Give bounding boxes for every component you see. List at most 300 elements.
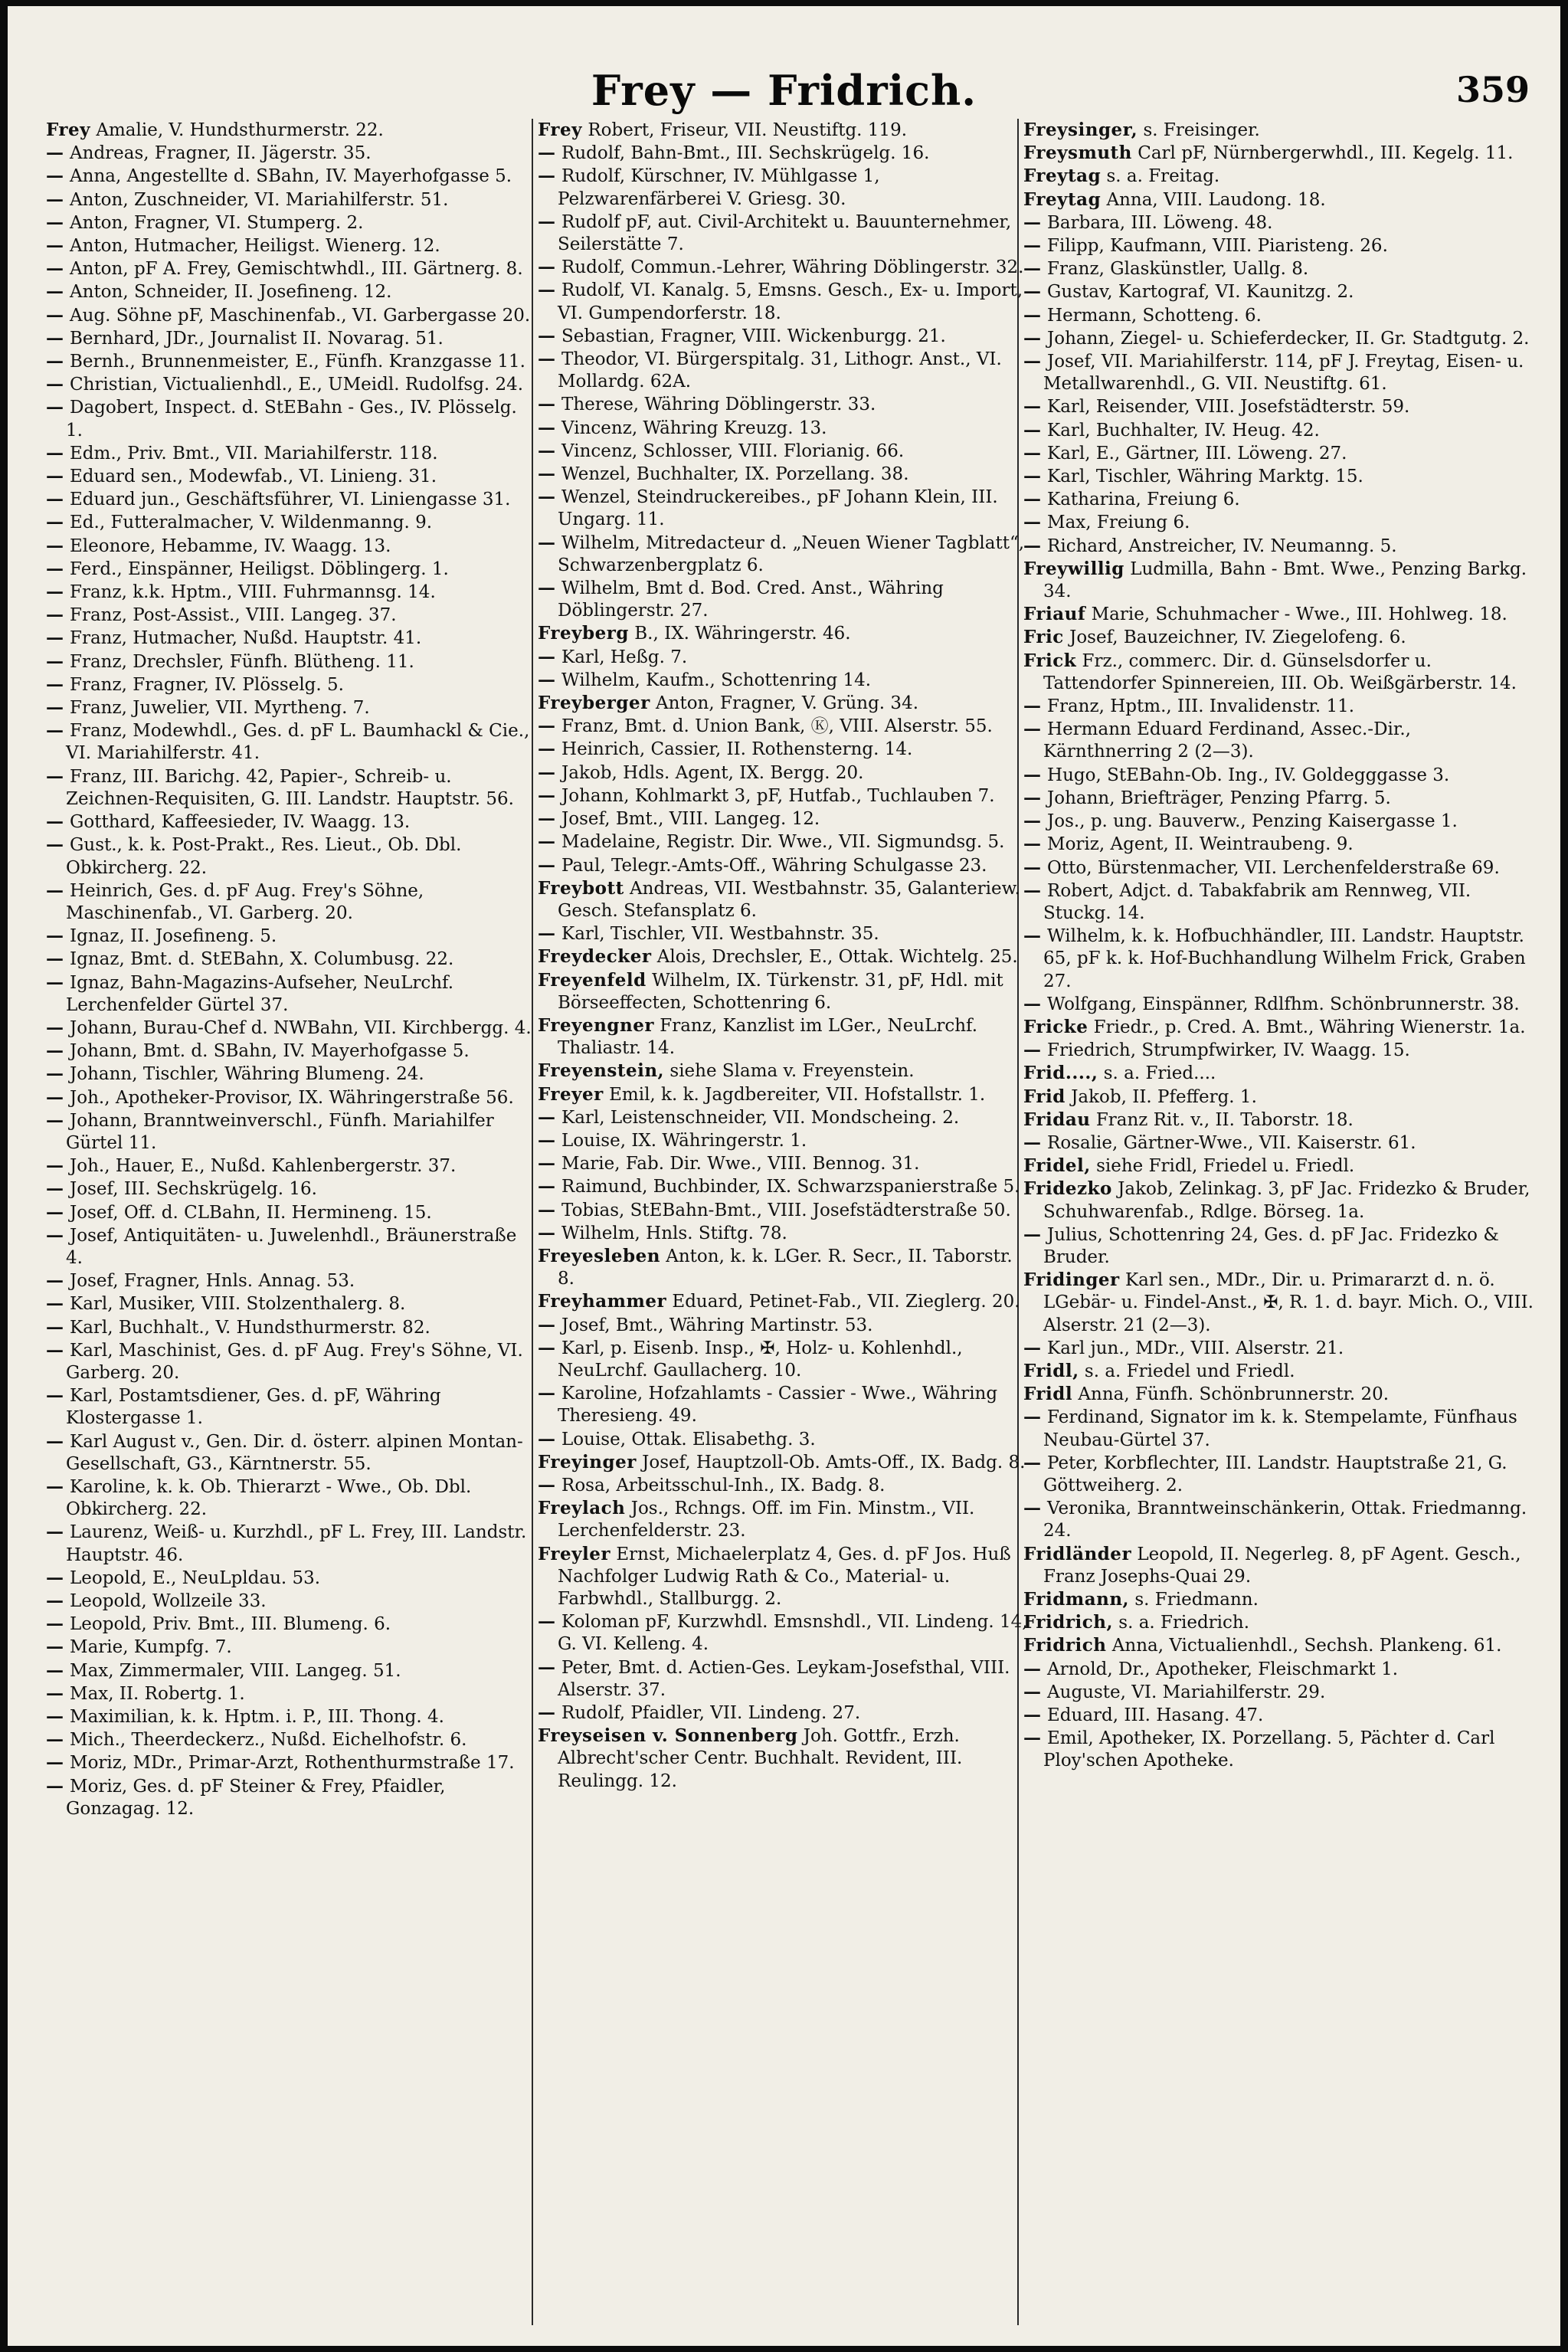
entry-surname: Fridmann, xyxy=(1023,1589,1130,1610)
repeat-dash: — xyxy=(46,1017,70,1038)
repeat-dash: — xyxy=(46,948,70,970)
entry-text: Dagobert, Inspect. d. StEBahn - Ges., IV. Plösselg. 1. xyxy=(66,398,517,441)
directory-entry xyxy=(46,488,536,511)
entry-text: Jakob, Zelinkag. 3, pF Jac. Fridezko & Bruder, Schuhwarenfab., Rdlge. Börseg. 1a. xyxy=(1043,1179,1530,1222)
repeat-dash: — xyxy=(46,1567,70,1588)
repeat-dash: — xyxy=(46,1178,70,1200)
entry-text: Franz, Post-Assist., VIII. Langeg. 37. xyxy=(70,605,397,626)
directory-entry xyxy=(46,211,536,234)
repeat-dash: — xyxy=(538,1337,562,1358)
entry-text: Carl pF, Nürnbergerwhdl., III. Kegelg. 11. xyxy=(1138,143,1514,164)
directory-entry xyxy=(538,1175,1028,1198)
directory-entry xyxy=(1023,257,1537,280)
repeat-dash: — xyxy=(46,1430,70,1452)
directory-entry xyxy=(1023,488,1537,511)
repeat-dash: — xyxy=(538,257,562,278)
directory-entry xyxy=(46,280,536,303)
repeat-dash: — xyxy=(46,1590,70,1611)
repeat-dash: — xyxy=(1023,1728,1048,1749)
directory-entry xyxy=(538,532,1028,577)
directory-entry xyxy=(46,765,536,811)
column-3 xyxy=(1023,119,1537,2341)
directory-entry xyxy=(538,1222,1028,1245)
repeat-dash: — xyxy=(46,1729,70,1751)
repeat-dash: — xyxy=(538,1428,562,1450)
directory-entry xyxy=(1023,1727,1537,1772)
entry-surname: Fridländer xyxy=(1023,1543,1132,1564)
entry-text: Alois, Drechsler, E., Ottak. Wichtelg. 25. xyxy=(656,947,1018,968)
entry-text: Johann, Ziegel- u. Schieferdecker, II. Gr. Stadtgutg. 2. xyxy=(1047,328,1530,349)
entry-text: Madelaine, Registr. Dir. Wwe., VII. Sigmundsg. 5. xyxy=(561,832,1005,853)
directory-entry xyxy=(1023,280,1537,303)
page-number: 359 xyxy=(1455,69,1530,110)
entry-text: Karl, Tischler, Währing Marktg. 15. xyxy=(1047,467,1363,487)
directory-entry xyxy=(46,1384,536,1430)
directory-entry xyxy=(1023,1223,1537,1269)
repeat-dash: — xyxy=(46,1385,70,1407)
directory-entry xyxy=(1023,1337,1537,1360)
directory-entry xyxy=(46,304,536,327)
entry-surname: Freyengner xyxy=(538,1014,654,1036)
repeat-dash: — xyxy=(46,1522,70,1543)
directory-entry xyxy=(1023,1497,1537,1542)
directory-entry xyxy=(46,1201,536,1224)
repeat-dash: — xyxy=(46,1613,70,1635)
repeat-dash: — xyxy=(46,971,70,993)
entry-text: Sebastian, Fragner, VIII. Wickenburgg. 21. xyxy=(561,326,946,346)
entry-text: Ferdinand, Signator im k. k. Stempelamte, Fünfhaus Neubau-Gürtel 37. xyxy=(1043,1407,1517,1450)
entry-surname: Freybott xyxy=(538,877,624,899)
directory-entry xyxy=(1023,535,1537,558)
directory-entry xyxy=(46,1636,536,1659)
directory-entry xyxy=(1023,1039,1537,1062)
entry-text: Hermann Eduard Ferdinand, Assec.-Dir., Kärnthnerring 2 (2—3). xyxy=(1043,719,1411,762)
repeat-dash: — xyxy=(46,1270,70,1292)
repeat-dash: — xyxy=(1023,857,1048,878)
entry-text: Emil, Apotheker, IX. Porzellang. 5, Pächter d. Carl Ploy'schen Apotheke. xyxy=(1043,1728,1495,1771)
entry-text: Aug. Söhne pF, Maschinenfab., VI. Garbergasse 20. xyxy=(70,305,531,326)
entry-text: Franz, Glaskünstler, Uallg. 8. xyxy=(1047,259,1309,280)
entry-text: Franz, Hutmacher, Nußd. Hauptstr. 41. xyxy=(70,628,422,649)
entry-surname: Freyhammer xyxy=(538,1291,667,1312)
entry-text: Rosalie, Gärtner-Wwe., VII. Kaiserstr. 61. xyxy=(1047,1132,1416,1153)
entry-text: siehe Fridl, Friedel u. Friedl. xyxy=(1096,1156,1355,1177)
directory-entry xyxy=(46,1521,536,1566)
repeat-dash: — xyxy=(1023,1681,1048,1702)
entry-text: Robert, Adjct. d. Tabakfabrik am Rennweg, VII. Stuckg. 14. xyxy=(1043,880,1471,923)
entry-text: Anton, k. k. LGer. R. Secr., II. Taborstr. 8. xyxy=(558,1246,1013,1289)
entry-text: B., IX. Währingerstr. 46. xyxy=(634,624,851,644)
entry-text: Eduard, Petinet-Fab., VII. Zieglerg. 20. xyxy=(672,1292,1020,1312)
entry-text: Karl, p. Eisenb. Insp., ✠, Holz- u. Kohlenhdl., NeuLrchf. Gaullacherg. 10. xyxy=(558,1338,963,1381)
directory-entry xyxy=(1023,1611,1537,1634)
repeat-dash: — xyxy=(1023,235,1048,257)
repeat-dash: — xyxy=(46,1293,70,1315)
entry-text: Louise, IX. Währingerstr. 1. xyxy=(561,1130,807,1151)
repeat-dash: — xyxy=(538,1656,562,1678)
entry-surname: Frid xyxy=(1023,1086,1066,1107)
directory-entry xyxy=(46,442,536,465)
entry-text: Karl, Musiker, VIII. Stolzenthalerg. 8. xyxy=(70,1294,406,1315)
directory-entry xyxy=(538,486,1028,531)
directory-entry xyxy=(1023,1383,1537,1406)
entry-text: Rudolf, Commun.-Lehrer, Währing Döblingerstr. 32. xyxy=(561,257,1024,278)
entry-text: Franz, Bmt. d. Union Bank, Ⓚ, VIII. Alserstr. 55. xyxy=(561,716,993,737)
directory-entry xyxy=(1023,1155,1537,1178)
repeat-dash: — xyxy=(46,604,70,626)
entry-surname: Freyer xyxy=(538,1083,604,1105)
entry-surname: Freyesleben xyxy=(538,1245,660,1266)
entry-text: Johann, Burau-Chef d. NWBahn, VII. Kirchbergg. 4. xyxy=(70,1017,532,1038)
entry-text: Leopold, Wollzeile 33. xyxy=(70,1591,267,1611)
repeat-dash: — xyxy=(538,1474,562,1495)
directory-entry xyxy=(46,1613,536,1636)
directory-entry xyxy=(46,811,536,834)
entry-text: Andreas, Fragner, II. Jägerstr. 35. xyxy=(70,143,372,164)
repeat-dash: — xyxy=(538,1702,562,1724)
entry-text: Anton, Fragner, VI. Stumperg. 2. xyxy=(70,212,364,233)
repeat-dash: — xyxy=(46,765,70,787)
directory-entry xyxy=(1023,810,1537,833)
directory-entry xyxy=(538,440,1028,463)
directory-entry xyxy=(538,577,1028,622)
directory-entry xyxy=(538,785,1028,807)
repeat-dash: — xyxy=(538,165,562,187)
directory-entry xyxy=(1023,650,1537,695)
entry-text: Eduard, III. Hasang. 47. xyxy=(1047,1705,1264,1726)
directory-entry xyxy=(46,719,536,765)
repeat-dash: — xyxy=(538,578,562,599)
repeat-dash: — xyxy=(1023,258,1048,280)
entry-text: Gustav, Kartograf, VI. Kaunitzg. 2. xyxy=(1047,282,1354,303)
entry-text: Richard, Anstreicher, IV. Neumanng. 5. xyxy=(1047,536,1397,556)
directory-entry xyxy=(46,165,536,188)
entry-text: Marie, Schuhmacher - Wwe., III. Hohlweg. 18. xyxy=(1091,604,1507,625)
directory-entry xyxy=(538,1656,1028,1702)
entry-text: Eduard jun., Geschäftsführer, VI. Liniengasse 31. xyxy=(70,490,511,510)
repeat-dash: — xyxy=(1023,1658,1048,1679)
entry-text: Karl August v., Gen. Dir. d. österr. alpinen Montan-Gesellschaft, G3., Kärntnerstr. 55. xyxy=(66,1431,523,1474)
directory-entry xyxy=(46,1063,536,1086)
directory-entry xyxy=(538,1543,1028,1611)
directory-entry xyxy=(1023,764,1537,787)
directory-entry xyxy=(46,1430,536,1476)
entry-text: Josef, Bmt., VIII. Langeg. 12. xyxy=(561,809,820,830)
directory-entry xyxy=(538,715,1028,738)
repeat-dash: — xyxy=(1023,1407,1048,1428)
page-title: Frey — Fridrich. xyxy=(591,66,977,115)
entry-surname: Freywillig xyxy=(1023,558,1124,579)
repeat-dash: — xyxy=(538,1153,562,1174)
entry-text: Anna, Victualienhdl., Sechsh. Plankeng. 61. xyxy=(1111,1636,1502,1656)
directory-entry xyxy=(538,142,1028,165)
entry-surname: Fridrich xyxy=(1023,1635,1107,1656)
repeat-dash: — xyxy=(1023,1705,1048,1726)
directory-entry xyxy=(1023,1178,1537,1223)
repeat-dash: — xyxy=(46,581,70,603)
directory-entry xyxy=(538,1129,1028,1152)
repeat-dash: — xyxy=(46,327,70,349)
entry-text: siehe Slama v. Freyenstein. xyxy=(669,1061,915,1082)
entry-text: Moriz, Ges. d. pF Steiner & Frey, Pfaidler, Gonzagag. 12. xyxy=(66,1776,446,1819)
entry-text: Theodor, VI. Bürgerspitalg. 31, Lithogr. Anst., VI. Mollardg. 62A. xyxy=(558,349,1002,392)
entry-text: Mich., Theerdeckerz., Nußd. Eichelhofstr. 6. xyxy=(70,1730,467,1751)
directory-entry xyxy=(1023,603,1537,626)
entry-text: Wenzel, Steindruckereibes., pF Johann Klein, III. Ungarg. 11. xyxy=(558,487,998,530)
entry-text: Karl, Maschinist, Ges. d. pF Aug. Frey's Söhne, VI. Garberg. 20. xyxy=(66,1340,523,1383)
directory-entry xyxy=(1023,1016,1537,1039)
directory-entry xyxy=(1023,304,1537,327)
entry-text: Rosa, Arbeitsschul-Inh., IX. Badg. 8. xyxy=(561,1475,885,1495)
directory-entry xyxy=(1023,1658,1537,1681)
directory-entry xyxy=(1023,1588,1537,1611)
directory-entry xyxy=(1023,1269,1537,1337)
entry-surname: Friauf xyxy=(1023,604,1086,625)
directory-entry xyxy=(538,622,1028,645)
repeat-dash: — xyxy=(1023,1132,1048,1153)
directory-entry xyxy=(538,1337,1028,1382)
entry-text: Franz, Fragner, IV. Plösselg. 5. xyxy=(70,674,344,695)
directory-entry xyxy=(46,971,536,1017)
entry-text: s. a. Freitag. xyxy=(1106,166,1220,187)
entry-text: Robert, Friseur, VII. Neustiftg. 119. xyxy=(588,120,908,140)
entry-surname: Fridl, xyxy=(1023,1360,1079,1381)
repeat-dash: — xyxy=(1023,489,1048,510)
directory-entry xyxy=(538,762,1028,785)
repeat-dash: — xyxy=(538,142,562,164)
entry-text: Andreas, VII. Westbahnstr. 35, Galanteriew. Gesch. Stefansplatz 6. xyxy=(558,878,1020,921)
repeat-dash: — xyxy=(538,464,562,485)
directory-entry xyxy=(1023,188,1537,211)
entry-text: Josef, VII. Mariahilferstr. 114, pF J. Freytag, Eisen- u. Metallwarenhdl., G. VII. Neustiftg. 61. xyxy=(1043,352,1524,395)
repeat-dash: — xyxy=(46,1775,70,1797)
entry-text: Josef, Antiquitäten- u. Juwelenhdl., Bräunerstraße 4. xyxy=(66,1225,517,1268)
repeat-dash: — xyxy=(46,1339,70,1361)
directory-entry xyxy=(538,1610,1028,1656)
repeat-dash: — xyxy=(538,1199,562,1220)
directory-entry xyxy=(538,1106,1028,1129)
entry-text: Eduard sen., Modewfab., VI. Linieng. 31. xyxy=(70,467,437,487)
directory-entry xyxy=(1023,626,1537,649)
repeat-dash: — xyxy=(538,325,562,346)
directory-entry xyxy=(46,1751,536,1774)
directory-entry xyxy=(1023,442,1537,465)
entry-text: Wenzel, Buchhalter, IX. Porzellang. 38. xyxy=(561,464,909,485)
repeat-dash: — xyxy=(46,397,70,418)
directory-entry xyxy=(538,830,1028,853)
entry-text: Josef, Hauptzoll-Ob. Amts-Off., IX. Badg. 8. xyxy=(642,1452,1026,1472)
repeat-dash: — xyxy=(46,211,70,233)
repeat-dash: — xyxy=(1023,281,1048,303)
entry-text: Johann, Bmt. d. SBahn, IV. Mayerhofgasse 5. xyxy=(70,1041,470,1062)
directory-entry xyxy=(1023,165,1537,188)
entry-surname: Frick xyxy=(1023,650,1077,671)
entry-surname: Fridinger xyxy=(1023,1269,1120,1291)
directory-entry xyxy=(1023,993,1537,1016)
directory-entry xyxy=(46,1567,536,1590)
entry-text: Laurenz, Weiß- u. Kurzhdl., pF L. Frey, III. Landstr. Hauptstr. 46. xyxy=(66,1522,527,1565)
repeat-dash: — xyxy=(46,1316,70,1338)
directory-entry xyxy=(1023,1132,1537,1155)
entry-text: Max, Freiung 6. xyxy=(1047,513,1190,533)
repeat-dash: — xyxy=(538,1176,562,1197)
directory-entry xyxy=(538,1702,1028,1725)
entry-text: Karl, Heßg. 7. xyxy=(561,647,688,667)
repeat-dash: — xyxy=(1023,925,1048,947)
directory-entry xyxy=(1023,395,1537,418)
directory-entry xyxy=(46,1269,536,1292)
directory-entry xyxy=(46,396,536,441)
entry-text: Bernhard, JDr., Journalist II. Novarag. 51. xyxy=(70,328,444,349)
entry-text: Rudolf pF, aut. Civil-Architekt u. Bauunternehmer, Seilerstätte 7. xyxy=(558,211,1012,255)
repeat-dash: — xyxy=(46,281,70,303)
entry-surname: Freylach xyxy=(538,1498,626,1519)
directory-entry xyxy=(538,669,1028,692)
directory-page xyxy=(8,6,1560,2346)
directory-entry xyxy=(538,279,1028,324)
repeat-dash: — xyxy=(538,394,562,415)
repeat-dash: — xyxy=(538,280,562,301)
repeat-dash: — xyxy=(1023,396,1048,418)
directory-entry xyxy=(46,234,536,257)
entry-text: Anton, Zuschneider, VI. Mariahilferstr. 51. xyxy=(70,189,449,210)
directory-entry xyxy=(538,1474,1028,1497)
directory-entry xyxy=(46,119,536,142)
directory-entry xyxy=(46,696,536,719)
entry-text: Anton, Fragner, V. Grüng. 34. xyxy=(656,693,919,714)
directory-entry xyxy=(1023,419,1537,442)
directory-entry xyxy=(46,1775,536,1820)
directory-entry xyxy=(46,1155,536,1178)
entry-text: Karl, Reisender, VIII. Josefstädterstr. 59. xyxy=(1047,397,1410,418)
directory-entry xyxy=(538,348,1028,393)
directory-entry xyxy=(1023,925,1537,993)
repeat-dash: — xyxy=(538,1383,562,1404)
entry-text: s. Friedmann. xyxy=(1134,1590,1259,1610)
directory-entry xyxy=(1023,1681,1537,1704)
repeat-dash: — xyxy=(1023,787,1048,808)
entry-text: Karl, E., Gärtner, III. Löweng. 27. xyxy=(1047,443,1347,464)
entry-text: Friedrich, Strumpfwirker, IV. Waagg. 15. xyxy=(1047,1040,1410,1061)
entry-text: Hermann, Schotteng. 6. xyxy=(1047,305,1262,326)
entry-text: Emil, k. k. Jagdbereiter, VII. Hofstallstr. 1. xyxy=(609,1084,986,1105)
repeat-dash: — xyxy=(538,1129,562,1151)
directory-entry xyxy=(1023,1704,1537,1727)
entry-text: Wilhelm, Kaufm., Schottenring 14. xyxy=(561,670,872,690)
entry-text: Bernh., Brunnenmeister, E., Fünfh. Kranzgasse 11. xyxy=(70,352,525,372)
directory-entry xyxy=(538,1428,1028,1451)
repeat-dash: — xyxy=(538,785,562,806)
directory-entry xyxy=(1023,142,1537,165)
repeat-dash: — xyxy=(46,142,70,164)
directory-entry xyxy=(538,1060,1028,1083)
entry-text: Amalie, V. Hundsthurmerstr. 22. xyxy=(96,120,384,140)
repeat-dash: — xyxy=(1023,1337,1048,1358)
directory-entry xyxy=(538,325,1028,348)
repeat-dash: — xyxy=(46,834,70,856)
repeat-dash: — xyxy=(1023,1040,1048,1061)
directory-entry xyxy=(538,877,1028,922)
entry-text: Josef, Bmt., Währing Martinstr. 53. xyxy=(561,1315,873,1335)
repeat-dash: — xyxy=(46,925,70,947)
directory-entry xyxy=(46,627,536,650)
repeat-dash: — xyxy=(46,558,70,579)
directory-entry xyxy=(1023,350,1537,395)
directory-entry xyxy=(46,1109,536,1155)
entry-text: Karl, Buchhalt., V. Hundsthurmerstr. 82. xyxy=(70,1317,430,1338)
directory-entry xyxy=(1023,1634,1537,1657)
repeat-dash: — xyxy=(538,417,562,438)
directory-entry xyxy=(46,327,536,350)
entry-text: Louise, Ottak. Elisabethg. 3. xyxy=(561,1429,816,1450)
entry-text: Julius, Schottenring 24, Ges. d. pF Jac. Fridezko & Bruder. xyxy=(1043,1224,1499,1267)
repeat-dash: — xyxy=(1023,442,1048,464)
repeat-dash: — xyxy=(538,1106,562,1128)
directory-entry xyxy=(1023,1062,1537,1085)
directory-entry xyxy=(1023,880,1537,925)
repeat-dash: — xyxy=(1023,834,1048,855)
entry-text: Barbara, III. Löweng. 48. xyxy=(1047,212,1273,233)
repeat-dash: — xyxy=(46,1682,70,1704)
entry-text: Katharina, Freiung 6. xyxy=(1047,490,1240,510)
directory-entry xyxy=(1023,1406,1537,1451)
directory-entry xyxy=(1023,857,1537,880)
repeat-dash: — xyxy=(538,762,562,783)
repeat-dash: — xyxy=(1023,1223,1048,1245)
repeat-dash: — xyxy=(46,188,70,210)
entry-text: Christian, Victualienhdl., E., UMeidl. Rudolfsg. 24. xyxy=(70,375,524,395)
directory-entry xyxy=(46,1590,536,1613)
directory-entry xyxy=(538,738,1028,761)
directory-entry xyxy=(1023,1086,1537,1109)
repeat-dash: — xyxy=(538,923,562,945)
directory-entry xyxy=(1023,234,1537,257)
entry-surname: Freyberger xyxy=(538,693,650,714)
repeat-dash: — xyxy=(46,673,70,695)
directory-entry xyxy=(1023,1109,1537,1132)
entry-surname: Frey xyxy=(46,120,91,140)
entry-surname: Freyler xyxy=(538,1543,611,1564)
repeat-dash: — xyxy=(538,669,562,690)
repeat-dash: — xyxy=(46,1706,70,1728)
directory-entry xyxy=(46,650,536,673)
column-1 xyxy=(46,119,536,2341)
entry-surname: Fricke xyxy=(1023,1016,1088,1037)
directory-entry xyxy=(46,834,536,879)
entry-text: Wilhelm, Hnls. Stiftg. 78. xyxy=(561,1223,787,1243)
repeat-dash: — xyxy=(1023,512,1048,533)
entry-surname: Frey xyxy=(538,120,583,140)
directory-entry xyxy=(538,211,1028,256)
entry-text: Wilhelm, Bmt d. Bod. Cred. Anst., Währing Döblingerstr. 27. xyxy=(558,578,944,621)
directory-entry xyxy=(538,1014,1028,1060)
repeat-dash: — xyxy=(538,716,562,737)
entry-surname: Freytag xyxy=(1023,165,1102,187)
entry-text: Auguste, VI. Mariahilferstr. 29. xyxy=(1047,1682,1326,1702)
repeat-dash: — xyxy=(1023,696,1048,717)
entry-text: Leopold, Priv. Bmt., III. Blumeng. 6. xyxy=(70,1614,391,1635)
repeat-dash: — xyxy=(46,235,70,257)
repeat-dash: — xyxy=(1023,419,1048,441)
repeat-dash: — xyxy=(538,1611,562,1633)
entry-text: Rudolf, VI. Kanalg. 5, Emsns. Gesch., Ex- u. Import, VI. Gumpendorferstr. 18. xyxy=(558,280,1023,323)
directory-entry xyxy=(46,1040,536,1063)
entry-text: Eleonore, Hebamme, IV. Waagg. 13. xyxy=(70,536,391,556)
entry-text: Franz, Drechsler, Fünfh. Blütheng. 11. xyxy=(70,651,414,672)
repeat-dash: — xyxy=(46,466,70,487)
entry-text: Ignaz, Bahn-Magazins-Aufseher, NeuLrchf. Lerchenfelder Gürtel 37. xyxy=(66,972,454,1015)
directory-entry xyxy=(538,807,1028,830)
